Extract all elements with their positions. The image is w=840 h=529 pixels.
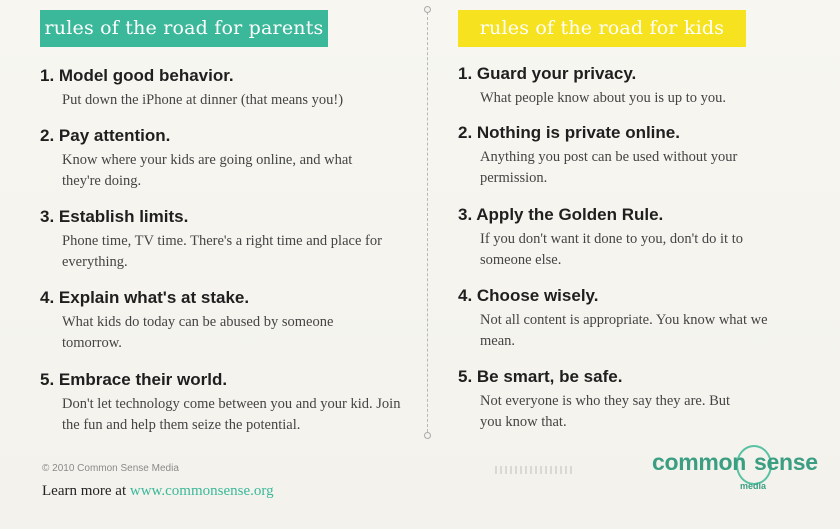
rule-description: If you don't want it done to you, don't do it to someone else. bbox=[480, 231, 743, 268]
rule-title: 2. Nothing is private online. bbox=[458, 123, 680, 142]
rule-title: 5. Embrace their world. bbox=[40, 370, 228, 389]
rule-description: Don't let technology come between you and your kid. Join the fun and help them seize the potential. bbox=[62, 396, 401, 433]
parents-rule-3 bbox=[40, 207, 410, 273]
kids-rule-4 bbox=[458, 286, 828, 352]
kids-banner: rules of the road for kids bbox=[458, 10, 746, 47]
rule-description: Know where your kids are going online, and what they're doing. bbox=[62, 152, 353, 189]
rule-description: Not everyone is who they say they are. But you know that. bbox=[480, 393, 731, 430]
divider-dot bbox=[424, 432, 431, 439]
print-smudge bbox=[495, 466, 575, 474]
logo-word-sense: sense bbox=[754, 449, 818, 475]
parents-rule-5 bbox=[40, 370, 410, 436]
rule-title: 4. Choose wisely. bbox=[458, 286, 599, 305]
kids-rule-2 bbox=[458, 123, 828, 189]
rule-title: 4. Explain what's at stake. bbox=[40, 288, 250, 307]
parents-rule-2 bbox=[40, 126, 410, 192]
common-sense-media-logo bbox=[650, 445, 830, 495]
rule-description: What kids do today can be abused by someone tomorrow. bbox=[62, 314, 334, 351]
rule-description: Phone time, TV time. There's a right time and place for everything. bbox=[62, 233, 382, 270]
logo-word-media: media bbox=[739, 481, 766, 491]
kids-rule-3 bbox=[458, 205, 828, 271]
copyright-text: © 2010 Common Sense Media bbox=[42, 463, 179, 474]
rule-title: 3. Apply the Golden Rule. bbox=[458, 205, 664, 224]
rule-description: Not all content is appropriate. You know what we mean. bbox=[480, 312, 768, 349]
rule-title: 5. Be smart, be safe. bbox=[458, 367, 623, 386]
rule-title: 1. Model good behavior. bbox=[40, 66, 234, 85]
rule-description: What people know about you is up to you. bbox=[480, 90, 727, 106]
parents-rule-1 bbox=[40, 66, 410, 111]
website-link[interactable]: www.commonsense.org bbox=[129, 483, 274, 499]
logo-word-common: common bbox=[652, 449, 747, 475]
rule-description: Put down the iPhone at dinner (that means you!) bbox=[62, 92, 344, 108]
learn-more-line bbox=[42, 483, 274, 500]
kids-rule-5 bbox=[458, 367, 828, 433]
rule-title: 1. Guard your privacy. bbox=[458, 64, 637, 83]
parents-rule-4 bbox=[40, 288, 410, 354]
column-divider bbox=[427, 12, 428, 437]
rule-description: Anything you post can be used without your permission. bbox=[480, 149, 738, 186]
divider-dot bbox=[424, 6, 431, 13]
learn-more-label: Learn more at bbox=[42, 483, 130, 499]
rule-title: 2. Pay attention. bbox=[40, 126, 171, 145]
kids-rule-1 bbox=[458, 64, 828, 109]
parents-banner: rules of the road for parents bbox=[40, 10, 328, 47]
rule-title: 3. Establish limits. bbox=[40, 207, 189, 226]
